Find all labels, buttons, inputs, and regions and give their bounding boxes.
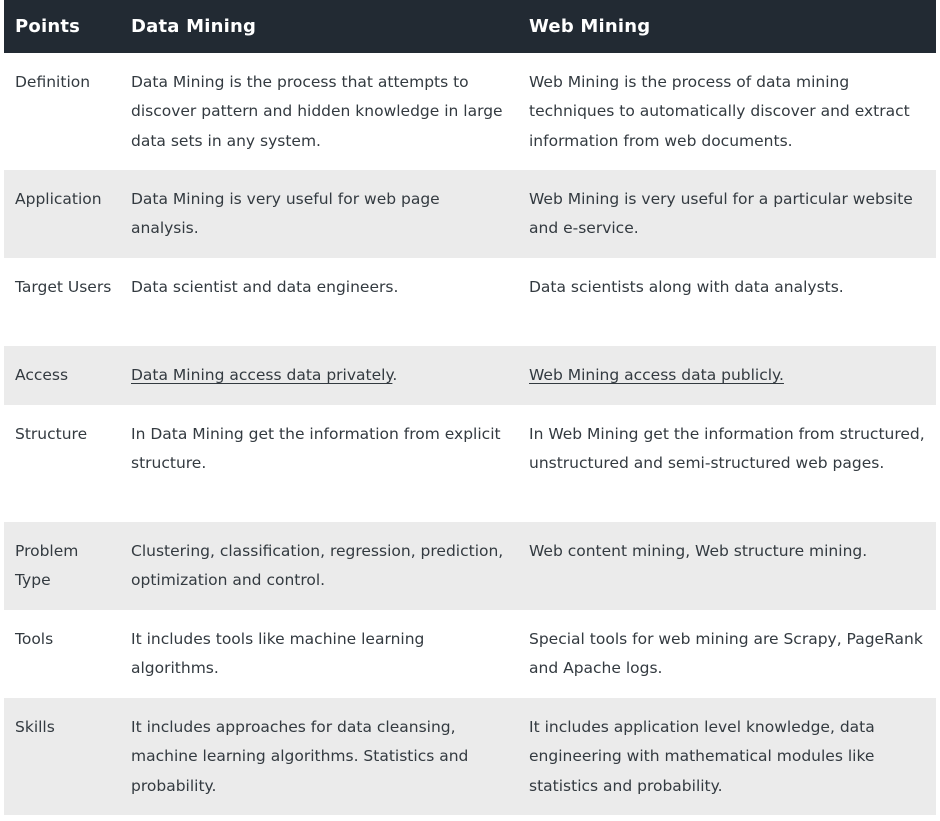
row-point-label: Application xyxy=(4,170,121,258)
row-point-label: Structure xyxy=(4,405,121,522)
web-mining-cell: Web Mining is very useful for a particular website and e-service. xyxy=(519,170,936,258)
table-row xyxy=(4,405,936,522)
data-mining-cell: Data Mining is very useful for web page analysis. xyxy=(121,170,519,258)
web-mining-cell: It includes application level knowledge, data engineering with mathematical modules like statistics and probability. xyxy=(519,698,936,815)
data-mining-access-suffix: . xyxy=(392,366,398,384)
data-mining-cell: Clustering, classification, regression, prediction, optimization and control. xyxy=(121,522,519,610)
comparison-table xyxy=(4,0,936,815)
table-row xyxy=(4,698,936,815)
table-row xyxy=(4,346,936,405)
data-mining-access-link[interactable]: Data Mining access data privately xyxy=(131,366,393,384)
table-row xyxy=(4,610,936,698)
web-mining-cell: Data scientists along with data analysts. xyxy=(519,258,936,346)
data-mining-cell: It includes approaches for data cleansing, machine learning algorithms. Statistics and probability. xyxy=(121,698,519,815)
row-point-label: Skills xyxy=(4,698,121,815)
header-row xyxy=(4,0,936,53)
data-mining-cell: It includes tools like machine learning algorithms. xyxy=(121,610,519,698)
web-mining-cell xyxy=(519,346,936,405)
header-data-mining: Data Mining xyxy=(121,0,519,53)
row-point-label: Access xyxy=(4,346,121,405)
web-mining-cell: Web content mining, Web structure mining. xyxy=(519,522,936,610)
table-row xyxy=(4,53,936,170)
web-mining-cell: Special tools for web mining are Scrapy, PageRank and Apache logs. xyxy=(519,610,936,698)
comparison-table-container xyxy=(4,0,936,815)
row-point-label: Target Users xyxy=(4,258,121,346)
row-point-label: Tools xyxy=(4,610,121,698)
table-row xyxy=(4,258,936,346)
data-mining-cell: In Data Mining get the information from explicit structure. xyxy=(121,405,519,522)
header-web-mining: Web Mining xyxy=(519,0,936,53)
table-row xyxy=(4,522,936,610)
data-mining-cell: Data Mining is the process that attempts to discover pattern and hidden knowledge in large data sets in any system. xyxy=(121,53,519,170)
web-mining-cell: Web Mining is the process of data mining techniques to automatically discover and extract information from web documents. xyxy=(519,53,936,170)
row-point-label: Definition xyxy=(4,53,121,170)
header-points: Points xyxy=(4,0,121,53)
web-mining-access-link[interactable]: Web Mining access data publicly. xyxy=(529,366,784,384)
table-header xyxy=(4,0,936,53)
table-body xyxy=(4,53,936,815)
row-point-label: Problem Type xyxy=(4,522,121,610)
data-mining-cell: Data scientist and data engineers. xyxy=(121,258,519,346)
web-mining-cell: In Web Mining get the information from structured, unstructured and semi-structured web pages. xyxy=(519,405,936,522)
data-mining-cell xyxy=(121,346,519,405)
table-row xyxy=(4,170,936,258)
